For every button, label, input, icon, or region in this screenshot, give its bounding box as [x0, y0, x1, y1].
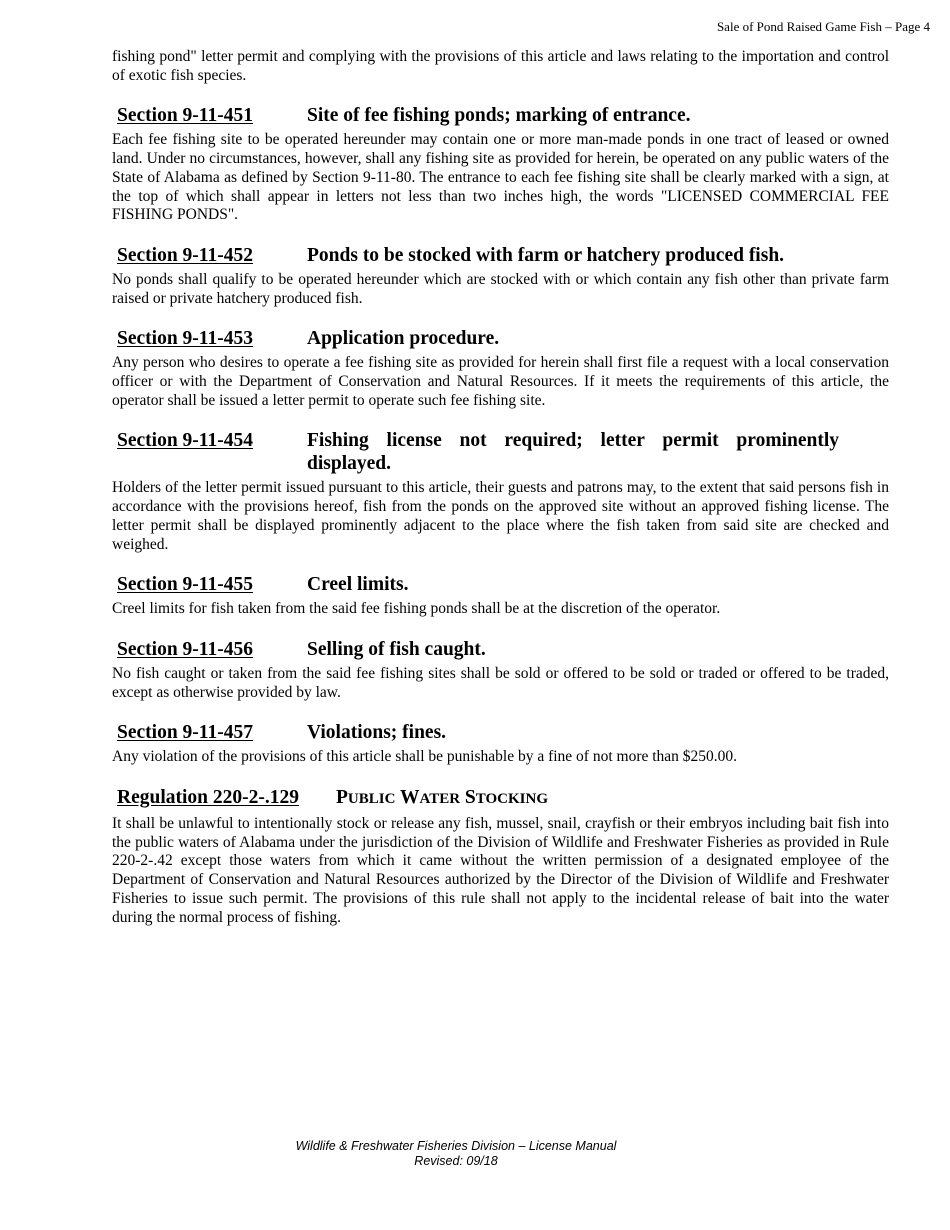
- page-footer: [0, 1139, 912, 1169]
- section-body: No fish caught or taken from the said fee fishing sites shall be sold or offered to be sold or traded or offered to be traded, except as otherwise provided by law.: [112, 664, 889, 701]
- section-body: Each fee fishing site to be operated hereunder may contain one or more man-made ponds in one tract of leased or owned land. Under no circumstances, however, shall any fishing site as provided for herein, be operated on any public waters of the State of Alabama as defined by Section 9-11-80. The entrance to each fee fishing site shall be clearly marked with a sign, at the top of which shall appear in letters not less than two inches high, the words "LICENSED COMMERCIAL FEE FISHING PONDS".: [112, 131, 889, 224]
- section-number: Section 9-11-454: [117, 430, 253, 452]
- page-header: Sale of Pond Raised Game Fish – Page 4: [716, 19, 930, 34]
- section-heading-457: [112, 721, 889, 744]
- section-heading-451: [112, 104, 889, 127]
- footer-manual-title: Wildlife & Freshwater Fisheries Division – License Manual: [295, 1139, 617, 1153]
- section-number: Section 9-11-457: [117, 722, 253, 744]
- regulation-number: Regulation 220-2-.129: [117, 787, 299, 809]
- section-title: Selling of fish caught.: [307, 638, 486, 660]
- section-title: Ponds to be stocked with farm or hatchery produced fish.: [307, 244, 785, 266]
- section-number: Section 9-11-455: [117, 574, 253, 596]
- section-heading-452: [112, 244, 889, 267]
- section-body: Any violation of the provisions of this article shall be punishable by a fine of not more than $250.00.: [112, 748, 738, 766]
- section-title: Fishing license not required; letter permit prominently displayed.: [307, 430, 839, 475]
- section-title: Application procedure.: [307, 328, 500, 350]
- section-heading-454: [112, 429, 889, 475]
- document-body: [112, 48, 889, 927]
- section-number: Section 9-11-456: [117, 638, 253, 660]
- section-body: No ponds shall qualify to be operated hereunder which are stocked with or which contain any fish other than private farm raised or private hatchery produced fish.: [112, 270, 889, 307]
- section-body: Creel limits for fish taken from the said fee fishing ponds shall be at the discretion of the operator.: [112, 600, 721, 618]
- section-heading-455: [112, 573, 889, 596]
- regulation-title: PUBLIC WATER STOCKING: [336, 787, 549, 809]
- section-number: Section 9-11-452: [117, 244, 253, 266]
- section-number: Section 9-11-453: [117, 328, 253, 350]
- section-title: Violations; fines.: [307, 722, 447, 744]
- section-number: Section 9-11-451: [117, 105, 253, 127]
- section-heading-453: [112, 327, 889, 350]
- section-heading-456: [112, 638, 889, 661]
- section-body: Any person who desires to operate a fee fishing site as provided for herein shall first file a request with a local conservation officer or with the Department of Conservation and Natural Resources. If it meets the requirements of this article, the operator shall be issued a letter permit to operate such fee fishing site.: [112, 354, 889, 409]
- section-title: Site of fee fishing ponds; marking of entrance.: [307, 105, 691, 127]
- regulation-heading: [112, 786, 889, 811]
- regulation-body: It shall be unlawful to intentionally stock or release any fish, mussel, snail, crayfish or their embryos including bait fish into the public waters of Alabama under the jurisdiction of the Division of Wildlife and Freshwater Fisheries as provided in Rule 220-2-.42 except those waters from which it came without the written permission of a designated employee of the Department of Conservation and Natural Resources authorized by the Director of the Division of Wildlife and Freshwater Fisheries to issue such permit. The provisions of this rule shall not apply to the incidental release of bait into the water during the normal process of fishing.: [112, 815, 889, 926]
- section-body: Holders of the letter permit issued pursuant to this article, their guests and patrons may, to the extent that said persons fish in accordance with the provisions hereof, fish from the ponds on the approved site without an approved fishing license. The letter permit shall be displayed prominently adjacent to the place where the fish taken from said site are checked and weighed.: [112, 479, 889, 553]
- intro-paragraph: fishing pond" letter permit and complying with the provisions of this article and laws relating to the importation and control of exotic fish species.: [112, 48, 889, 84]
- footer-revision: Revised: 09/18: [414, 1154, 498, 1168]
- section-title: Creel limits.: [307, 574, 409, 596]
